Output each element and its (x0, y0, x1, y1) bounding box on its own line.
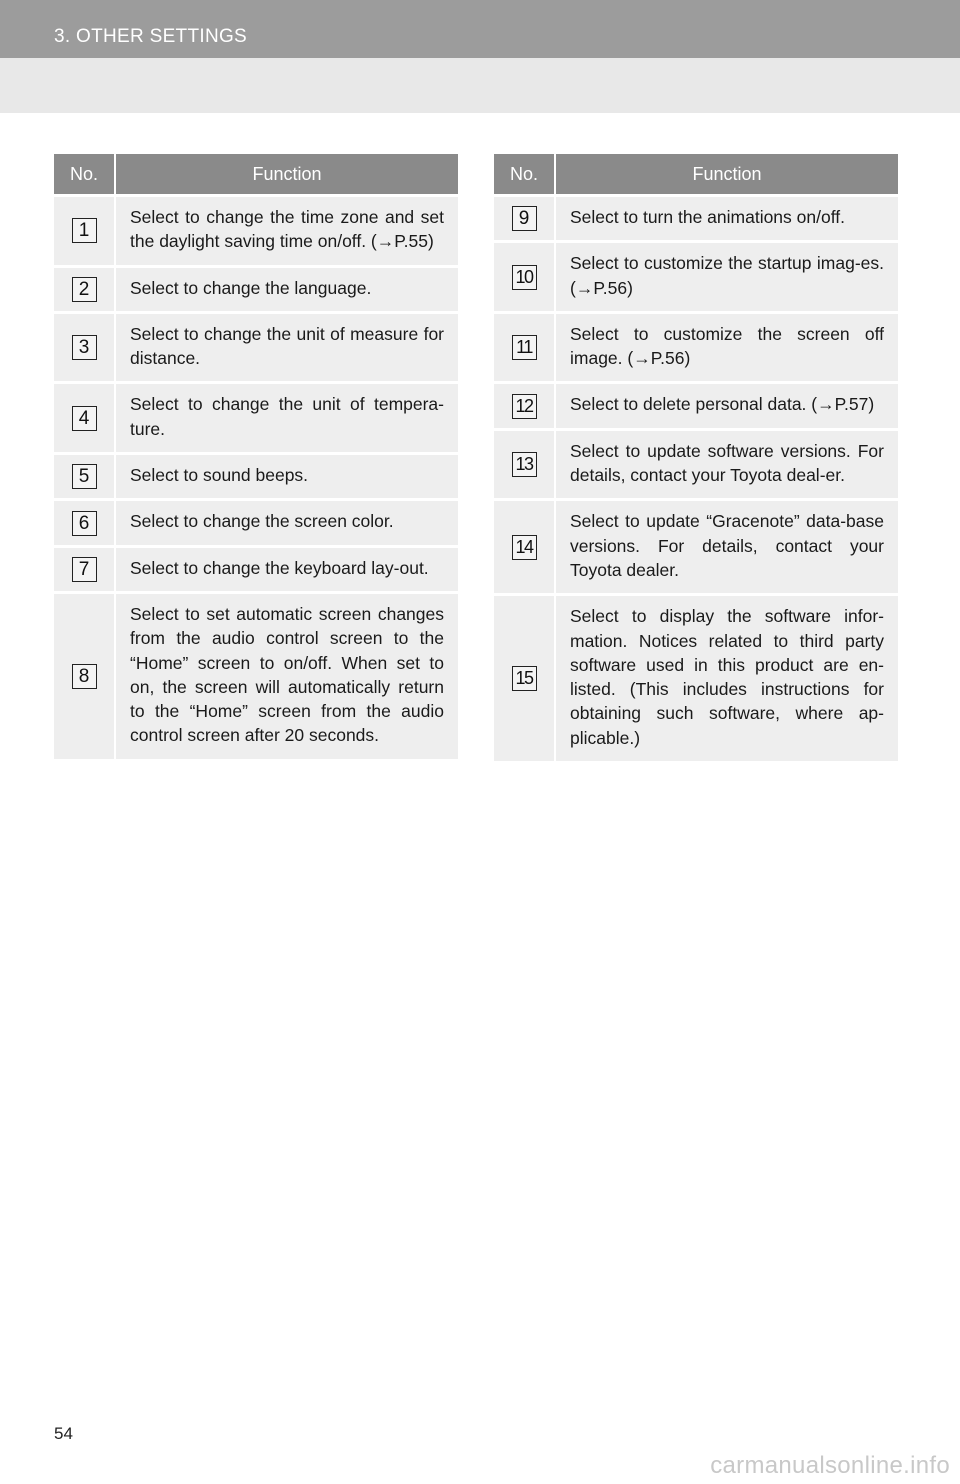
function-cell: Select to change the unit of tempera-ture. (115, 383, 458, 454)
function-cell: Select to set automatic screen changes from the audio control screen to the “Home” screen to on/off. When set to on, the screen will automatically return to the “Home” screen from the audio control screen after 20 seconds. (115, 592, 458, 758)
table-header-row (54, 154, 458, 196)
row-number-cell (54, 592, 115, 758)
row-number-cell (54, 312, 115, 383)
page-number: 54 (54, 1424, 73, 1443)
row-number-cell (54, 383, 115, 454)
table-row (494, 242, 898, 313)
function-cell: Select to customize the screen off image. (→P.56) (555, 312, 898, 383)
row-number-cell (54, 546, 115, 592)
function-cell: Select to update software versions. For details, contact your Toyota deal-er. (555, 429, 898, 500)
function-cell: Select to change the unit of measure for distance. (115, 312, 458, 383)
table-row (494, 595, 898, 761)
table-row (54, 546, 458, 592)
table-row (54, 312, 458, 383)
function-cell: Select to change the time zone and set the daylight saving time on/off. (→P.55) (115, 196, 458, 267)
function-cell: Select to change the screen color. (115, 500, 458, 546)
header-band (0, 58, 960, 113)
table-row (54, 500, 458, 546)
function-cell: Select to display the software infor-mation. Notices related to third party software used in this product are en-listed. (This includes instructions for obtaining such software, where ap-plicable.) (555, 595, 898, 761)
number-box: 3 (72, 335, 97, 360)
row-number-cell (54, 500, 115, 546)
table-row (54, 196, 458, 267)
row-number-cell (54, 196, 115, 267)
number-box: 2 (72, 277, 97, 302)
column-header-function: Function (555, 154, 898, 196)
table-row (54, 266, 458, 312)
row-number-cell (494, 196, 555, 242)
row-number-cell (494, 242, 555, 313)
number-box: 9 (512, 206, 537, 231)
function-table-right (494, 154, 898, 761)
function-table-left (54, 154, 458, 759)
table-header-row (494, 154, 898, 196)
number-box: 5 (72, 464, 97, 489)
number-box: 4 (72, 406, 97, 431)
number-box: 15 (512, 666, 537, 691)
function-cell: Select to change the keyboard lay-out. (115, 546, 458, 592)
row-number-cell (494, 500, 555, 595)
table-row (494, 500, 898, 595)
column-header-function: Function (115, 154, 458, 196)
number-box: 1 (72, 218, 97, 243)
table-row (494, 196, 898, 242)
row-number-cell (54, 266, 115, 312)
row-number-cell (494, 383, 555, 429)
number-box: 13 (512, 452, 537, 477)
row-number-cell (494, 312, 555, 383)
number-box: 11 (512, 335, 537, 360)
row-number-cell (54, 454, 115, 500)
table-row (494, 383, 898, 429)
function-cell: Select to sound beeps. (115, 454, 458, 500)
table-row (494, 312, 898, 383)
function-cell: Select to customize the startup imag-es. (→P.56) (555, 242, 898, 313)
row-number-cell (494, 595, 555, 761)
number-box: 10 (512, 265, 537, 290)
watermark: carmanualsonline.info (710, 1452, 950, 1479)
function-cell: Select to change the language. (115, 266, 458, 312)
function-cell: Select to turn the animations on/off. (555, 196, 898, 242)
table-row (54, 592, 458, 758)
function-cell: Select to update “Gracenote” data-base versions. For details, contact your Toyota dealer. (555, 500, 898, 595)
column-header-no: No. (494, 154, 555, 196)
number-box: 6 (72, 511, 97, 536)
column-header-no: No. (54, 154, 115, 196)
number-box: 14 (512, 535, 537, 560)
number-box: 8 (72, 664, 97, 689)
table-row (494, 429, 898, 500)
row-number-cell (494, 429, 555, 500)
table-row (54, 454, 458, 500)
number-box: 12 (512, 394, 537, 419)
function-cell: Select to delete personal data. (→P.57) (555, 383, 898, 429)
section-title: 3. OTHER SETTINGS (54, 26, 248, 47)
section-header-bar (0, 0, 960, 58)
number-box: 7 (72, 557, 97, 582)
table-row (54, 383, 458, 454)
